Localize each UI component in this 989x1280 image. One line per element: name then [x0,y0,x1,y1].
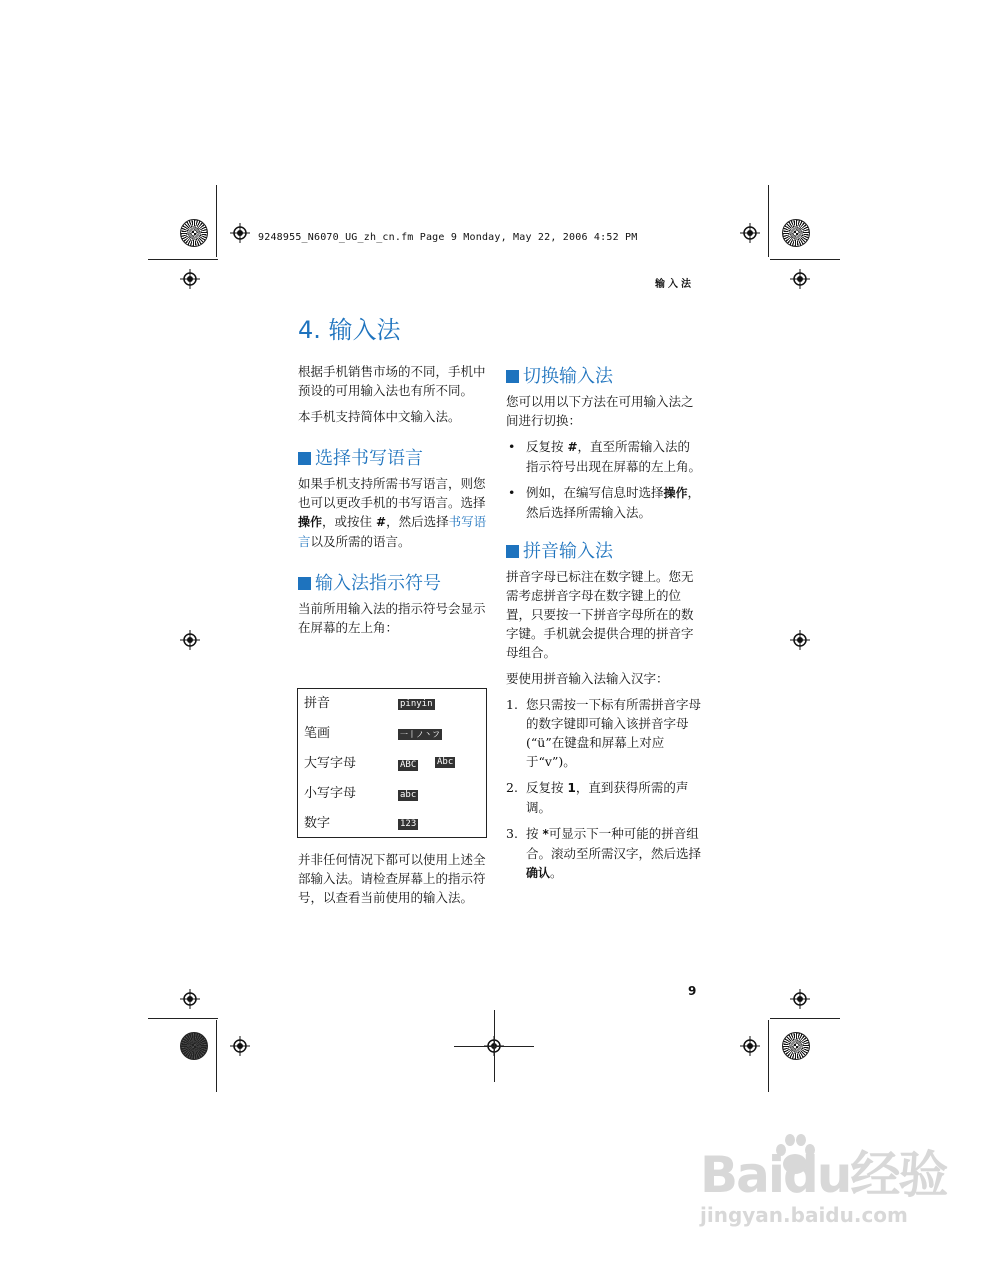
chapter-title: 4. 输入法 [298,316,401,344]
square-bullet-icon [506,370,519,383]
section-paragraph: 要使用拼音输入法输入汉字： [506,671,669,686]
numbered-list [506,695,702,883]
list-item: 1. 您只需按一下标有所需拼音字母的数字键即可输入该拼音字母 (“ü”在键盘和屏幕上对应于“v”)。 [506,697,702,769]
registration-mark-icon [740,223,760,243]
square-bullet-icon [298,452,311,465]
color-wheel-mark [782,1032,810,1060]
indicator-label: 拼音 [304,696,331,711]
section-paragraph: 当前所用输入法的指示符号会显示在屏幕的左上角： [298,601,486,635]
note-paragraph: 并非任何情况下都可以使用上述全部输入法。请检查屏幕上的指示符号，以查看当前使用的输入法。 [298,852,486,905]
watermark-brand: Baidu经验 [700,1146,947,1204]
crop-line [494,1010,495,1082]
registration-mark-icon [230,223,250,243]
uppercase-indicator-icon: ABC [400,760,417,770]
section-heading: 选择书写语言 [298,446,494,472]
section-heading: 输入法指示符号 [298,571,494,597]
left-column [298,362,494,644]
sentence-case-indicator-icon: Abc [437,757,454,767]
registration-mark-icon [740,1036,760,1056]
list-item: 2. 反复按 1，直到获得所需的声调。 [506,780,689,815]
registration-mark-icon [180,630,200,650]
section-paragraph: 拼音字母已标注在数字键上。您无需考虑拼音字母在数字键上的位置，只要按一下拼音字母所在的数字键。手机就会提供合理的拼音字母组合。 [506,569,694,660]
indicator-label: 数字 [304,816,331,831]
pinyin-indicator-icon: pinyin [400,699,433,709]
color-wheel-mark [782,219,810,247]
crop-line [770,259,840,260]
list-item: • 反复按 #，直至所需输入法的指示符号出现在屏幕的左上角。 [506,437,702,476]
indicator-table [297,688,487,838]
registration-mark-icon [180,989,200,1009]
running-head: 输入法 [655,279,694,290]
crop-line [770,1018,840,1019]
color-wheel-mark [180,219,208,247]
link-writing-language[interactable]: 书写语言 [298,514,487,549]
section-heading: 切换输入法 [506,364,702,390]
right-column [506,364,702,890]
intro-paragraph: 根据手机销售市场的不同，手机中预设的可用输入法也有所不同。 [298,364,486,398]
lowercase-indicator-icon: abc [400,790,417,800]
list-item: • 例如，在编写信息时选择操作，然后选择所需输入法。 [506,483,702,522]
stroke-indicator-icon: 一丨ノ丶フ [400,730,440,739]
baidu-watermark [700,1135,947,1227]
indicator-label: 笔画 [304,726,331,741]
crop-line [768,185,769,257]
crop-line [148,1018,218,1019]
page-number: 9 [688,984,697,998]
file-header: 9248955_N6070_UG_zh_cn.fm Page 9 Monday, May 22, 2006 4:52 PM [258,232,638,243]
indicator-label: 大写字母 [304,756,357,771]
section-paragraph: 您可以用以下方法在可用输入法之间进行切换： [506,394,694,428]
intro-paragraph: 本手机支持简体中文输入法。 [298,409,461,424]
crop-line [768,1020,769,1092]
registration-mark-icon [790,269,810,289]
indicator-label: 小写字母 [304,786,357,801]
section-paragraph: 如果手机支持所需书写语言，则您也可以更改手机的书写语言。选择操作，或按住 #，然后选择书写语言以及所需的语言。 [298,476,487,549]
square-bullet-icon [506,545,519,558]
list-item: 3. 按 *可显示下一种可能的拼音组合。滚动至所需汉字，然后选择确认。 [506,826,702,880]
registration-mark-icon [790,989,810,1009]
crop-line [216,1020,217,1092]
registration-mark-icon [790,630,810,650]
number-indicator-icon: 123 [400,819,417,829]
watermark-url: jingyan.baidu.com [700,1203,908,1227]
crop-line [148,259,218,260]
bullet-list [506,437,702,522]
color-wheel-mark [180,1032,208,1060]
registration-mark-icon [230,1036,250,1056]
section-heading: 拼音输入法 [506,539,702,565]
crop-line [216,185,217,257]
registration-mark-icon [180,269,200,289]
left-column-bottom [298,850,494,914]
square-bullet-icon [298,577,311,590]
